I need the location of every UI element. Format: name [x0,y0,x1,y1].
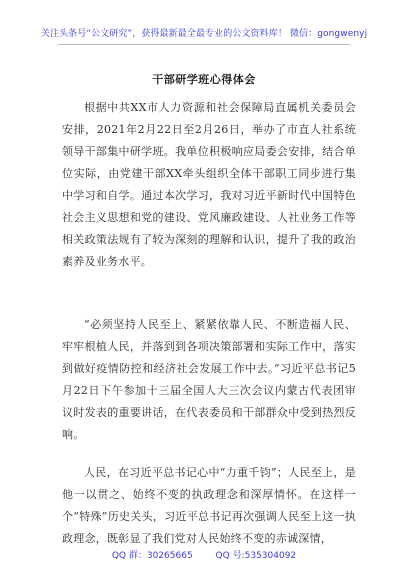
paragraph-2: “必须坚持人民至上、紧紧依靠人民、不断造福人民、牢牢根植人民，并落到到各项决策部署和实际工作中，落实到做好疫情防控和经济社会发展工作中去。”习近平总书记5月22日下午参加十三届全国人大三次会议内蒙古代表团审议时发表的重要讲话，在代表委员和干部群众中受到热烈反响。 [62,318,356,441]
header-divider [58,44,350,45]
header-note: 关注头条号“公文研究”，获得最新最全最专业的公文资料库！ 微信：gongwenyj [40,29,368,39]
paragraph-3: 人民，在习近平总书记心中“力重千钧”；人民至上，是他一以贯之、始终不变的执政理念和深厚情怀。在这样一个“特殊”历史关头，习近平总书记再次强调人民至上这一执政理念，既彰显了我们党对人民始终不变的赤诚深情， [62,466,356,545]
footer-qq-number: QQ 号:535304092 [215,551,297,561]
document-title: 干部研学班心得体会 [152,73,256,86]
footer-qq-group: QQ 群：30265665 [111,551,193,561]
footer [0,548,408,561]
paragraph-1: 根据中共XX市人力资源和社会保障局直属机关委员会安排，2021年2月22日至2月26日，举办了市直人社系统领导干部集中研学班。我单位积极响应局委会安排，结合单位实际，由党建干部XX牵头组织全体干部职工同步进行集中学习和自学。通过本次学习，我对习近平新时代中国特色社会主义思想和党的建设、党风廉政建设、人社业务工作等相关政策法规有了较为深刻的理解和认识，提升了我的政治素养及业务水平。 [62,101,356,268]
